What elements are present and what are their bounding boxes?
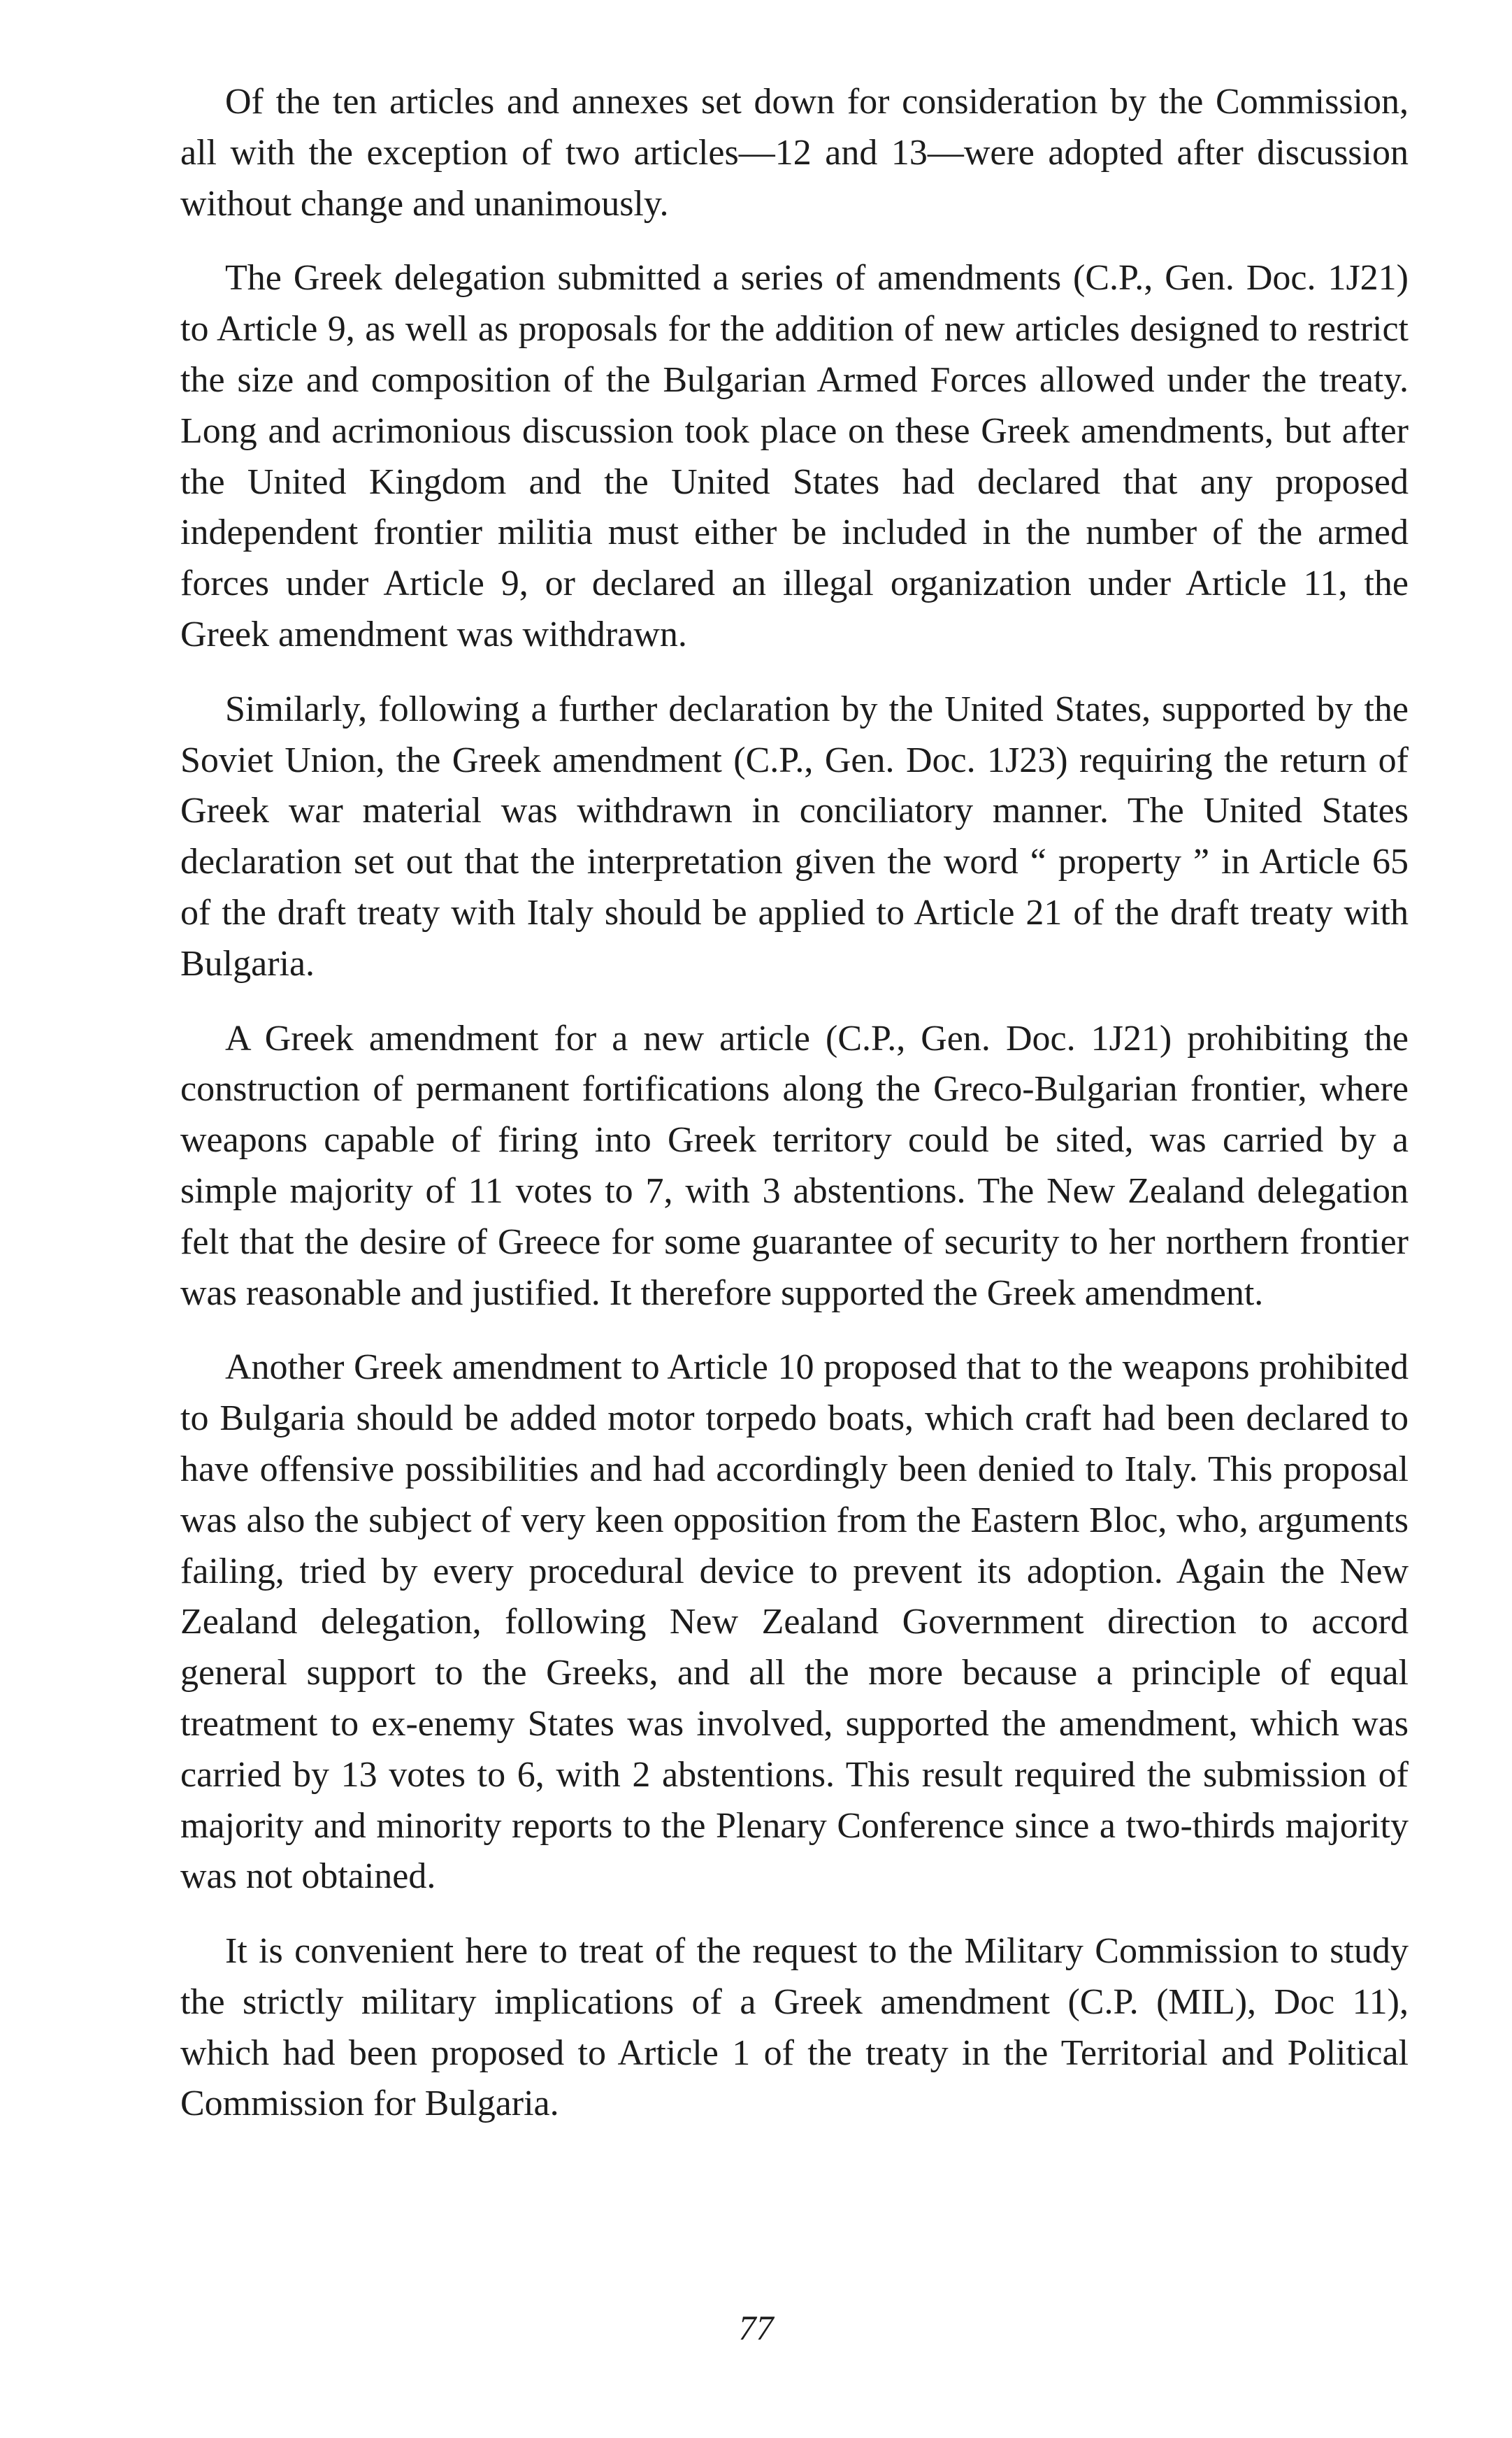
paragraph-military-commission-request: It is convenient here to treat of the request to the Military Commission to study the strictly military implications of a Greek amendment (C.P. (MIL), Doc 11), which had been proposed to Article 1 of the treaty in the Territorial and Political Commission for Bulgaria. [180, 1931, 1409, 2124]
paragraph-torpedo-boats-amendment: Another Greek amendment to Article 10 proposed that to the weapons prohibited to Bulgaria should be added motor torpedo boats, which craft had been declared to have offensive possibilities and had accordingly been denied to Italy. This proposal was also the subject of very keen opposition from the Eastern Bloc, who, arguments failing, tried by every procedural device to prevent its adoption. Again the New Zealand delegation, following New Zealand Government direction to accord general support to the Greeks, and all the more because a principle of equal treatment to ex-enemy States was involved, supported the amendment, which was carried by 13 votes to 6, with 2 abstentions. This result required the submission of majority and minority reports to the Plenary Conference since a two-thirds majority was not obtained. [180, 1347, 1409, 1897]
paragraph-articles-adopted: Of the ten articles and annexes set down for consideration by the Commission, all with the exception of two articles—12 and 13—were adopted after discussion without change and unanimously. [180, 82, 1409, 224]
page-number: 77 [738, 2308, 774, 2347]
paragraph-greek-amendments-article-9: The Greek delegation submitted a series of amendments (C.P., Gen. Doc. 1J21) to Article 9, as well as proposals for the addition of new articles designed to restrict the size and composition of the Bulgarian Armed Forces allowed under the treaty. Long and acrimonious discussion took place on these Greek amendments, but after the United Kingdom and the United States had declared that any proposed independent frontier militia must either be included in the number of the armed forces under Article 9, or declared an illegal organization under Article 11, the Greek amendment was withdrawn. [180, 258, 1409, 654]
page-body [180, 77, 1409, 2153]
paragraph-war-material-amendment: Similarly, following a further declaration by the United States, supported by the Soviet Union, the Greek amendment (C.P., Gen. Doc. 1J23) requiring the return of Greek war material was withdrawn in conciliatory manner. The United States declaration set out that the interpretation given the word “ property ” in Article 65 of the draft treaty with Italy should be applied to Article 21 of the draft treaty with Bulgaria. [180, 689, 1409, 984]
paragraph-fortifications-amendment: A Greek amendment for a new article (C.P., Gen. Doc. 1J21) prohibiting the construction of permanent fortifications along the Greco-Bulgarian frontier, where weapons capable of firing into Greek territory could be sited, was carried by a simple majority of 11 votes to 7, with 3 abstentions. The New Zealand delegation felt that the desire of Greece for some guarantee of security to her northern frontier was reasonable and justified. It therefore supported the Greek amendment. [180, 1018, 1409, 1313]
